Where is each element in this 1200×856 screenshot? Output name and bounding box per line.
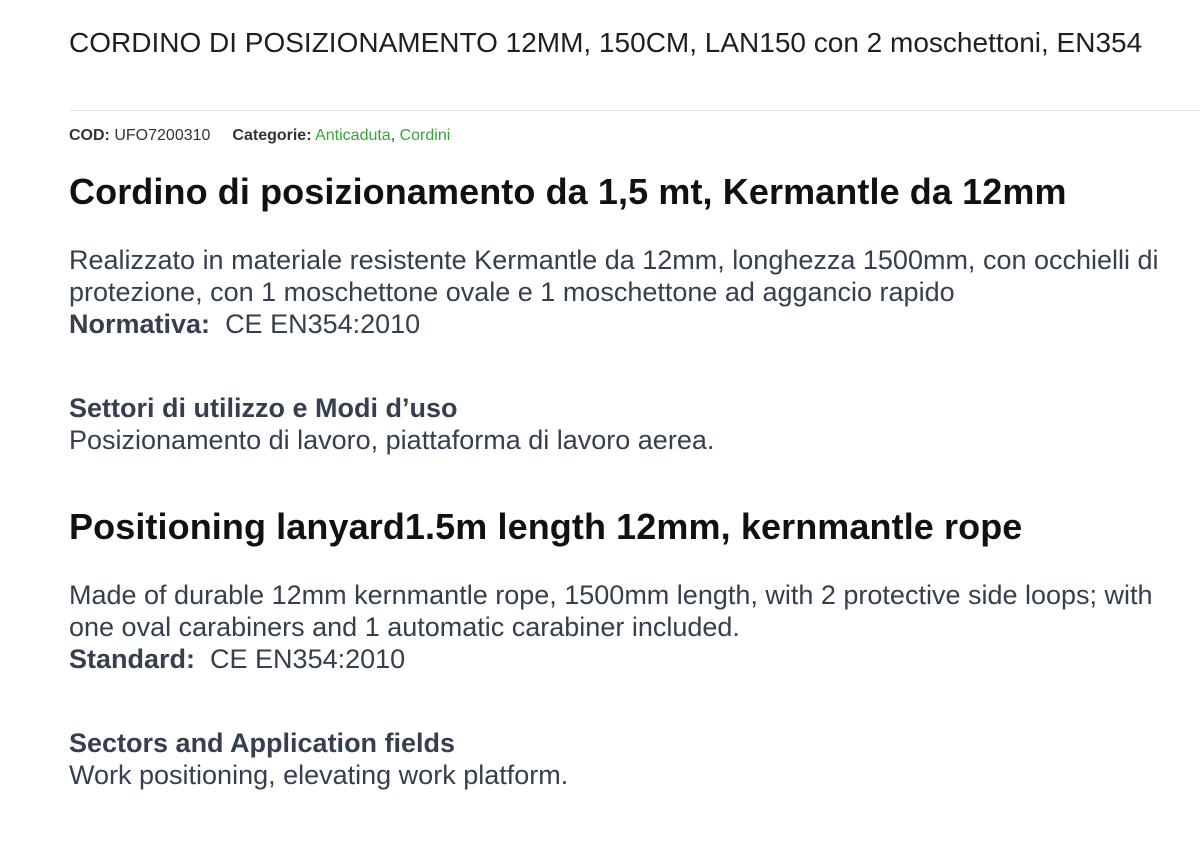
description-body-it: Realizzato in materiale resistente Kermantle da 12mm, longhezza 1500mm, con occhielli di protezione, con 1 moschettone ovale e 1 moschettone ad aggancio rapido xyxy=(69,245,1159,307)
sku-value: UFO7200310 xyxy=(114,127,211,144)
sectors-text-it: Posizionamento di lavoro, piattaforma di lavoro aerea. xyxy=(69,425,715,455)
description-body-en: Made of durable 12mm kernmantle rope, 1500mm length, with 2 protective side loops; with one oval carabiners and 1 automatic carabiner included. xyxy=(69,580,1153,642)
norm-value-en: CE EN354:2010 xyxy=(210,644,406,674)
divider xyxy=(69,110,1200,111)
product-summary xyxy=(69,0,1200,790)
description-heading-en: Positioning lanyard1.5m length 12mm, kernmantle rope xyxy=(69,506,1023,547)
norm-value-it: CE EN354:2010 xyxy=(225,309,421,339)
sku-label: COD: xyxy=(69,127,110,144)
sectors-en xyxy=(69,727,1169,759)
norm-en xyxy=(69,643,1169,675)
product-description xyxy=(69,168,1169,791)
product-meta xyxy=(69,126,450,146)
categories-label: Categorie: xyxy=(232,127,312,144)
sectors-title-en: Sectors and Application fields xyxy=(69,728,456,758)
description-heading-it: Cordino di posizionamento da 1,5 mt, Kermantle da 12mm xyxy=(69,171,1067,212)
category-separator: , xyxy=(390,127,400,144)
product-title: CORDINO DI POSIZIONAMENTO 12MM, 150CM, LAN150 con 2 moschettoni, EN354 xyxy=(69,27,1143,58)
norm-it xyxy=(69,308,1169,340)
category-link-cordini[interactable]: Cordini xyxy=(399,127,451,144)
sectors-it xyxy=(69,392,1169,424)
sku-wrapper xyxy=(69,127,210,144)
category-link-anticaduta[interactable]: Anticaduta xyxy=(315,127,391,144)
sectors-text-en: Work positioning, elevating work platform. xyxy=(69,760,569,790)
categories-wrapper xyxy=(232,127,450,144)
norm-label-en: Standard: xyxy=(69,644,196,674)
sectors-title-it: Settori di utilizzo e Modi d’uso xyxy=(69,393,458,423)
norm-label-it: Normativa: xyxy=(69,309,211,339)
